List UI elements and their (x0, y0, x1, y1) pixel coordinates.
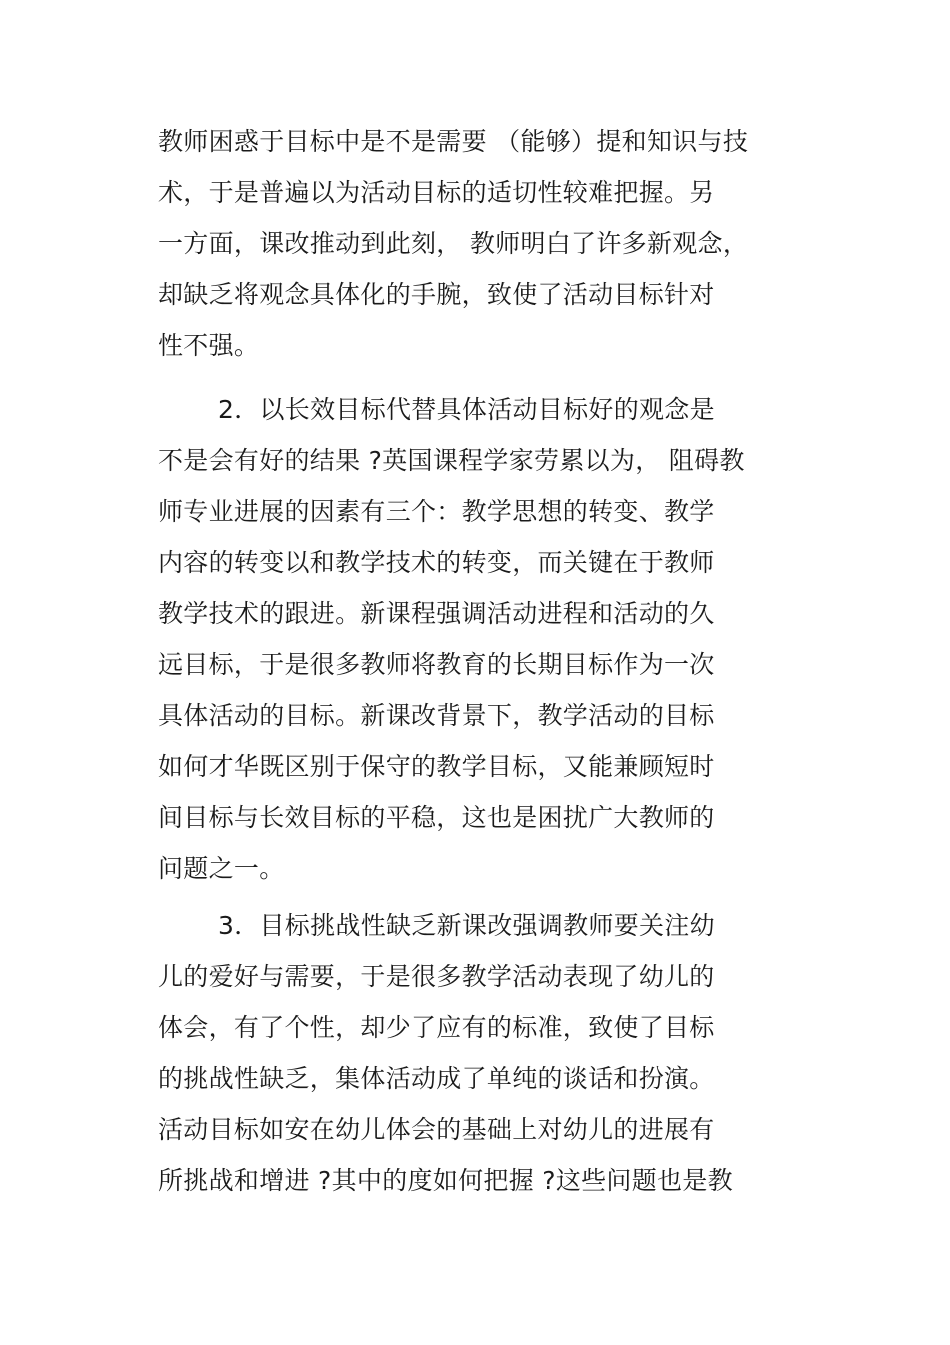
paragraph-1 (158, 116, 798, 371)
text-line: 具体活动的目标。新课改背景下，教学活动的目标 (158, 701, 715, 730)
text-line: 所挑战和增进 ?其中的度如何把握 ?这些问题也是教 (158, 1166, 733, 1195)
text-line: 如何才华既区别于保守的教学目标，又能兼顾短时 (158, 752, 715, 781)
text-line: 一方面，课改推动到此刻， 教师明白了许多新观念， (158, 229, 749, 258)
text-line: 教师困惑于目标中是不是需要 （能够）提和知识与技 (158, 127, 749, 156)
paragraph-3 (158, 900, 798, 1206)
text-line-numbered: 2．以长效目标代替具体活动目标好的观念是 (218, 395, 715, 424)
text-line: 却缺乏将观念具体化的手腕，致使了活动目标针对 (158, 280, 715, 309)
text-line: 儿的爱好与需要，于是很多教学活动表现了幼儿的 (158, 962, 715, 991)
text-line: 间目标与长效目标的平稳，这也是困扰广大教师的 (158, 803, 715, 832)
text-line: 问题之一。 (158, 854, 285, 883)
text-line-numbered: 3．目标挑战性缺乏新课改强调教师要关注幼 (218, 911, 715, 940)
paragraph-2 (158, 384, 798, 894)
text-line: 教学技术的跟进。新课程强调活动进程和活动的久 (158, 599, 715, 628)
text-line: 内容的转变以和教学技术的转变，而关键在于教师 (158, 548, 715, 577)
text-line: 的挑战性缺乏，集体活动成了单纯的谈话和扮演。 (158, 1064, 715, 1093)
text-line: 性不强。 (158, 331, 260, 360)
text-line: 师专业进展的因素有三个：教学思想的转变、教学 (158, 497, 715, 526)
text-line: 活动目标如安在幼儿体会的基础上对幼儿的进展有 (158, 1115, 715, 1144)
text-line: 不是会有好的结果 ?英国课程学家劳累以为， 阻碍教 (158, 446, 745, 475)
text-line: 远目标，于是很多教师将教育的长期目标作为一次 (158, 650, 715, 679)
text-line: 术，于是普遍以为活动目标的适切性较难把握。另 (158, 178, 715, 207)
text-line: 体会，有了个性，却少了应有的标准，致使了目标 (158, 1013, 715, 1042)
